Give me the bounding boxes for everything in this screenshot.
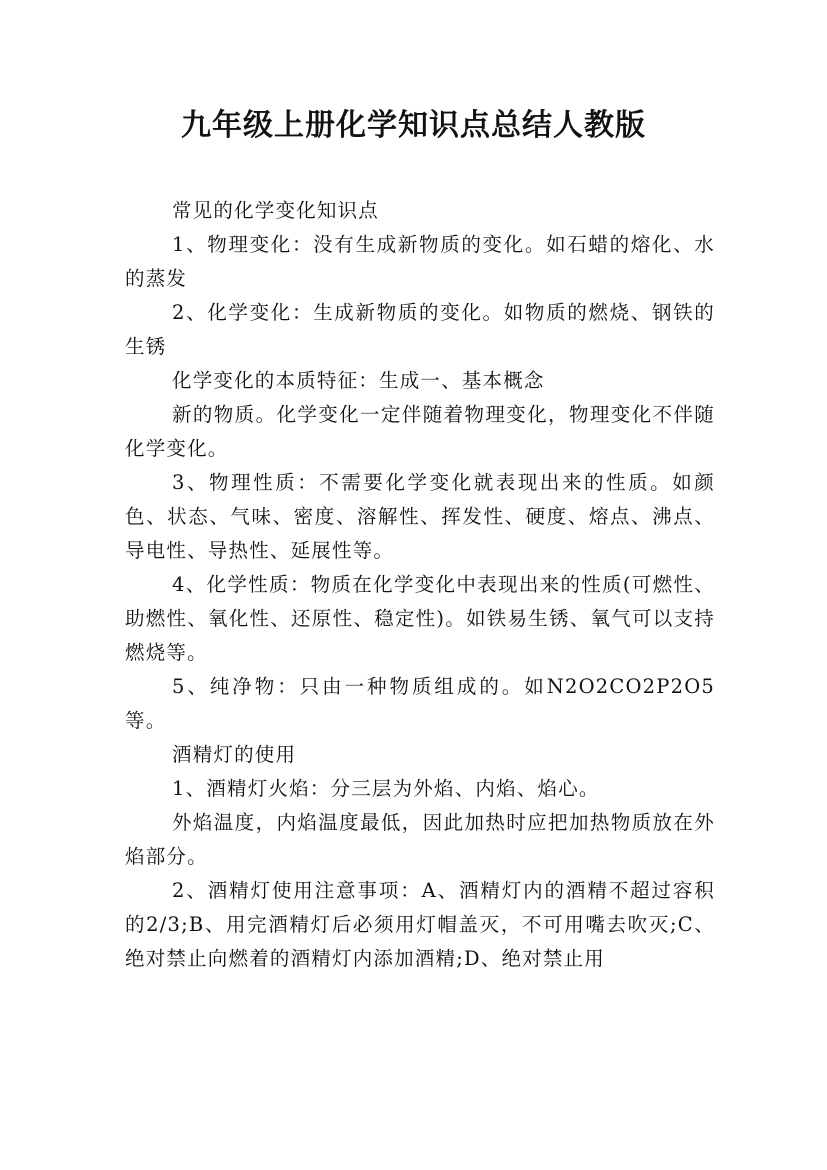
paragraph-lamp-precautions: 2、酒精灯使用注意事项：A、酒精灯内的酒精不超过容积的2/3;B、用完酒精灯后必须用灯帽盖灭，不可用嘴去吹灭;C、绝对禁止向燃着的酒精灯内添加酒精;D、绝对禁止用 [125, 879, 715, 970]
paragraph-essential-feature: 化学变化的本质特征：生成一、基本概念 [172, 369, 545, 392]
document-title: 九年级上册化学知识点总结人教版 [181, 108, 646, 143]
paragraph-physical-property: 3、物理性质：不需要化学变化就表现出来的性质。如颜色、状态、气味、密度、溶解性、挥发性、硬度、熔点、沸点、导电性、导热性、延展性等。 [125, 471, 715, 562]
paragraph-outer-flame: 外焰温度，内焰温度最低，因此加热时应把加热物质放在外焰部分。 [125, 811, 715, 868]
paragraph-common-changes-heading: 常见的化学变化知识点 [172, 199, 380, 222]
document-body [125, 194, 715, 976]
paragraph-flame-layers: 1、酒精灯火焰：分三层为外焰、内焰、焰心。 [172, 777, 600, 800]
paragraph-chemical-property: 4、化学性质：物质在化学变化中表现出来的性质(可燃性、助燃性、氧化性、还原性、稳定性)。如铁易生锈、氧气可以支持燃烧等。 [125, 573, 715, 664]
paragraph-physical-change: 1、物理变化：没有生成新物质的变化。如石蜡的熔化、水的蒸发 [125, 233, 715, 290]
paragraph-pure-substance: 5、纯净物：只由一种物质组成的。如N2O2CO2P2O5等。 [125, 675, 715, 732]
paragraph-chemical-change: 2、化学变化：生成新物质的变化。如物质的燃烧、钢铁的生锈 [125, 301, 715, 358]
paragraph-new-substance: 新的物质。化学变化一定伴随着物理变化，物理变化不伴随化学变化。 [125, 403, 715, 460]
paragraph-alcohol-lamp-heading: 酒精灯的使用 [172, 743, 297, 766]
